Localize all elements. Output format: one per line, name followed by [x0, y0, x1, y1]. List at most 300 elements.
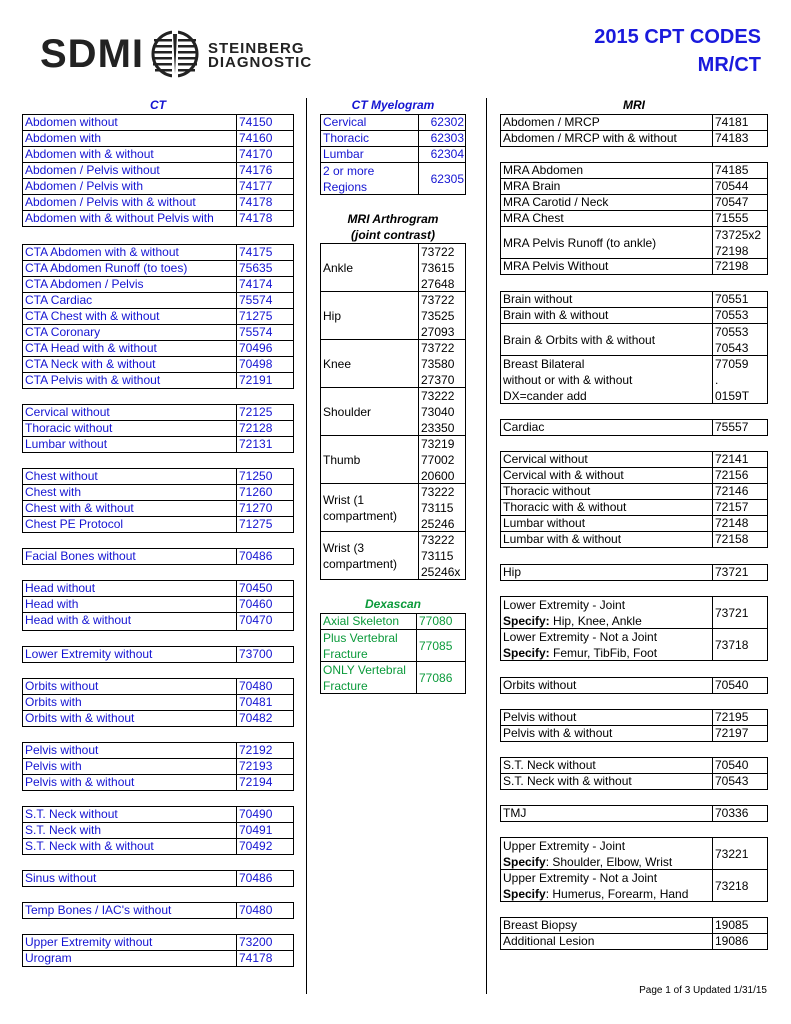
mri-row: [500, 307, 768, 324]
mri-row: [500, 869, 768, 902]
specify-label: Specify:: [503, 614, 550, 628]
row-label: [321, 662, 416, 693]
cell-line: 70543: [715, 341, 749, 355]
row-code: 70481: [236, 695, 295, 710]
arthrogram-code: 73722: [421, 245, 455, 259]
row-label: Thoracic without: [25, 421, 113, 435]
mri-row: [500, 757, 768, 774]
row-code: 72146: [712, 484, 769, 499]
row-code: 70482: [236, 711, 295, 726]
ct-row: [22, 194, 294, 211]
cell-line: Upper Extremity - Joint: [503, 839, 626, 853]
row-code: 70486: [236, 871, 295, 886]
row-label: Axial Skeleton: [323, 614, 400, 628]
row-code: 71275: [236, 517, 295, 532]
mri-row: [500, 194, 768, 211]
mri-row: [500, 162, 768, 179]
row-label: Head without: [25, 581, 96, 595]
row-label: Chest PE Protocol: [25, 517, 124, 531]
ct-row: [22, 468, 294, 485]
row-code: 73221: [712, 838, 769, 869]
ct-row: [22, 678, 294, 695]
row-code: 70544: [712, 179, 769, 194]
arthrogram-row: [320, 243, 466, 292]
arthrogram-code: 73615: [421, 261, 455, 275]
row-label: Upper Extremity without: [25, 935, 153, 949]
row-code: 72194: [236, 775, 295, 790]
row-label: Facial Bones without: [25, 549, 136, 563]
cell-line: Lower Extremity - Not a Joint: [503, 630, 658, 644]
row-code: 75574: [236, 293, 295, 308]
ct-row: [22, 308, 294, 325]
mri-row: [500, 596, 768, 629]
myelogram-heading: CT Myelogram: [351, 98, 435, 112]
row-label: [321, 163, 418, 194]
ct-row: [22, 742, 294, 759]
arthrogram-code: 27093: [421, 325, 455, 339]
row-code: 75574: [236, 325, 295, 340]
row-code: 70450: [236, 581, 295, 596]
row-code: 70486: [236, 549, 295, 564]
ct-heading: CT: [150, 98, 166, 112]
cell-line: Specify: Humerus, Forearm, Hand: [503, 887, 689, 901]
ct-row: [22, 646, 294, 663]
ct-row: [22, 774, 294, 791]
row-label: Abdomen with & without: [25, 147, 154, 161]
specify-label: Specify: [503, 855, 546, 869]
arthrogram-code: 73722: [421, 293, 455, 307]
row-label: [501, 629, 712, 660]
row-code: 72141: [712, 452, 769, 467]
row-label: S.T. Neck with & without: [503, 774, 632, 788]
row-label: MRA Brain: [503, 179, 561, 193]
row-label: CTA Abdomen with & without: [25, 245, 179, 259]
row-code: 70470: [236, 613, 295, 630]
logo-text: SDMI: [40, 32, 144, 76]
row-code: [712, 227, 769, 258]
row-label: MRA Pelvis Without: [503, 259, 609, 273]
ct-row: [22, 822, 294, 839]
mri-row: [500, 178, 768, 195]
cell-line: 70553: [715, 325, 749, 339]
row-label: MRA Abdomen: [503, 163, 584, 177]
cell-line: Lower Extremity - Joint: [503, 598, 626, 612]
row-code: 74176: [236, 163, 295, 178]
cell-line: Regions: [323, 180, 368, 194]
arthrogram-codes: [418, 484, 467, 531]
row-label: Cervical without: [25, 405, 110, 419]
arthrogram-code: 73580: [421, 357, 455, 371]
row-label: CTA Neck with & without: [25, 357, 156, 371]
ct-row: [22, 710, 294, 727]
row-label: Lower Extremity without: [25, 647, 153, 661]
row-code: 72197: [712, 726, 769, 741]
ct-row: [22, 694, 294, 711]
row-label: Lumbar: [323, 147, 364, 161]
row-code: 74177: [236, 179, 295, 194]
arthrogram-code: 27370: [421, 373, 455, 387]
ct-row: [22, 596, 294, 613]
column-divider-right: [486, 98, 487, 994]
arthrogram-joint: Knee: [323, 356, 352, 371]
row-label: CTA Abdomen / Pelvis: [25, 277, 144, 291]
row-label: Orbits without: [503, 678, 577, 692]
row-label: Brain with & without: [503, 308, 609, 322]
row-label: Sinus without: [25, 871, 97, 885]
row-code: [712, 356, 769, 403]
mri-row: [500, 725, 768, 742]
logo-line-2: DIAGNOSTIC: [208, 54, 313, 71]
row-code: 62303: [418, 131, 467, 146]
mri-row: [500, 323, 768, 356]
logo-mark-icon: [150, 30, 200, 78]
row-label: Orbits with: [25, 695, 82, 709]
ct-row: [22, 340, 294, 357]
cell-line: 73725x2: [715, 228, 762, 242]
row-code: 71270: [236, 501, 295, 516]
row-label: MRA Carotid / Neck: [503, 195, 609, 209]
mri-row: [500, 419, 768, 436]
arthrogram-joint: Shoulder: [323, 404, 372, 419]
arthrogram-row: [320, 435, 466, 484]
arthrogram-code: 73219: [421, 437, 455, 451]
ct-row: [22, 950, 294, 967]
row-label: CTA Chest with & without: [25, 309, 160, 323]
row-code: 19086: [712, 934, 769, 949]
row-code: 73718: [712, 629, 769, 660]
row-code: 73721: [712, 597, 769, 628]
ct-row: [22, 806, 294, 823]
mri-row: [500, 531, 768, 548]
ct-row: [22, 484, 294, 501]
row-label: [501, 597, 712, 628]
row-code: 70543: [712, 774, 769, 789]
row-label: Abdomen / Pelvis with & without: [25, 195, 196, 209]
cell-line: 77059: [715, 357, 749, 371]
mri-row: [500, 291, 768, 308]
row-code: 73218: [712, 870, 769, 901]
row-code: 72131: [236, 437, 295, 452]
row-label: CTA Coronary: [25, 325, 101, 339]
row-label: S.T. Neck with: [25, 823, 102, 837]
arthrogram-code: 25246: [421, 517, 455, 531]
ct-row: [22, 500, 294, 517]
mri-row: [500, 805, 768, 822]
arthrogram-subheading: (joint contrast): [351, 228, 435, 242]
row-label: Thoracic with & without: [503, 500, 627, 514]
row-code: [712, 324, 769, 355]
row-code: 77086: [416, 662, 467, 693]
arthrogram-joint: Ankle: [323, 260, 354, 275]
row-code: 74150: [236, 115, 295, 130]
cell-line: Plus Vertebral: [323, 631, 398, 645]
mri-row: [500, 130, 768, 147]
row-label: Cardiac: [503, 420, 545, 434]
arthrogram-code: 73222: [421, 485, 455, 499]
ct-row: [22, 612, 294, 631]
row-code: 74178: [236, 951, 295, 966]
ct-row: [22, 130, 294, 147]
ct-row: [22, 210, 294, 227]
ct-row: [22, 178, 294, 195]
row-code: 74178: [236, 195, 295, 210]
mri-row: [500, 226, 768, 259]
row-label: CTA Head with & without: [25, 341, 157, 355]
row-label: Abdomen with: [25, 131, 102, 145]
row-label: Pelvis without: [503, 710, 577, 724]
row-label: Pelvis without: [25, 743, 99, 757]
arthrogram-code: 73222: [421, 389, 455, 403]
row-label: Abdomen / Pelvis without: [25, 163, 160, 177]
myelogram-row: [320, 114, 466, 131]
arthrogram-row: [320, 531, 466, 580]
mri-row: [500, 837, 768, 870]
row-label: Urogram: [25, 951, 72, 965]
row-code: 75557: [712, 420, 769, 435]
cell-line: 72198: [715, 244, 749, 258]
mri-row: [500, 210, 768, 227]
row-code: 71260: [236, 485, 295, 500]
logo-subtitle: [208, 42, 312, 70]
row-label: Chest with: [25, 485, 82, 499]
row-label: Pelvis with & without: [25, 775, 135, 789]
arthrogram-codes: [418, 436, 467, 483]
ct-row: [22, 292, 294, 309]
arthrogram-codes: [418, 244, 467, 291]
footer-page-info: Page 1 of 3 Updated 1/31/15: [639, 985, 767, 996]
row-label: Abdomen / Pelvis with: [25, 179, 144, 193]
row-code: 71275: [236, 309, 295, 324]
cell-line: Breast Bilateral: [503, 357, 585, 371]
mri-heading: MRI: [623, 98, 645, 112]
ct-row: [22, 356, 294, 373]
dexascan-heading: Dexascan: [364, 597, 422, 611]
myelogram-row: [320, 146, 466, 163]
row-label: Temp Bones / IAC's without: [25, 903, 172, 917]
row-label: Breast Biopsy: [503, 918, 578, 932]
row-label: [321, 630, 416, 661]
row-label: Lumbar with & without: [503, 532, 622, 546]
row-code: 74160: [236, 131, 295, 146]
cell-line: Fracture: [323, 679, 368, 693]
cell-line: 0159T: [715, 389, 750, 403]
row-label: S.T. Neck without: [503, 758, 596, 772]
cell-line: 2 or more: [323, 164, 375, 178]
cell-line: ONLY Vertebral: [323, 663, 406, 677]
mri-row: [500, 483, 768, 500]
row-label: Cervical with & without: [503, 468, 624, 482]
row-label: CTA Pelvis with & without: [25, 373, 161, 387]
row-label: MRA Chest: [503, 211, 564, 225]
ct-row: [22, 146, 294, 163]
arthrogram-code: 73115: [421, 549, 454, 563]
row-code: 73721: [712, 565, 769, 580]
row-label: Orbits with & without: [25, 711, 135, 725]
row-code: 70498: [236, 357, 295, 372]
row-code: 72191: [236, 373, 295, 388]
row-label: Chest without: [25, 469, 98, 483]
row-code: 75635: [236, 261, 295, 276]
row-label: Orbits without: [25, 679, 99, 693]
row-label: [501, 870, 712, 901]
row-label: [501, 838, 712, 869]
arthrogram-codes: [418, 532, 467, 579]
mri-row: [500, 467, 768, 484]
arthrogram-row: [320, 339, 466, 388]
ct-row: [22, 516, 294, 533]
mri-row: [500, 933, 768, 950]
row-code: 70551: [712, 292, 769, 307]
specify-label: Specify:: [503, 646, 550, 660]
arthrogram-codes: [418, 292, 467, 339]
arthrogram-joint: Hip: [323, 308, 342, 323]
ct-row: [22, 436, 294, 453]
row-label: Additional Lesion: [503, 934, 595, 948]
arthrogram-code: 20600: [421, 469, 455, 483]
row-code: 70491: [236, 823, 295, 838]
arthrogram-code: 77002: [421, 453, 455, 467]
dexascan-row: [320, 613, 466, 630]
arthrogram-row: [320, 291, 466, 340]
row-code: 72156: [712, 468, 769, 483]
arthrogram-code: 23350: [421, 421, 455, 435]
row-code: 74174: [236, 277, 295, 292]
row-code: 70336: [712, 806, 769, 821]
arthrogram-heading: MRI Arthrogram: [347, 212, 439, 226]
mri-row: [500, 677, 768, 694]
mri-row: [500, 628, 768, 661]
row-code: 74183: [712, 131, 769, 146]
row-label: Abdomen / MRCP: [503, 115, 600, 129]
ct-row: [22, 420, 294, 437]
arthrogram-code: 25246x: [421, 565, 461, 579]
arthrogram-row: [320, 483, 466, 532]
row-label: Head with: [25, 597, 79, 611]
mri-row: [500, 515, 768, 532]
row-code: 70490: [236, 807, 295, 822]
ct-row: [22, 934, 294, 951]
arthrogram-row: [320, 387, 466, 436]
row-label: Abdomen without: [25, 115, 118, 129]
row-label: CTA Cardiac: [25, 293, 93, 307]
ct-row: [22, 404, 294, 421]
ct-row: [22, 276, 294, 293]
mri-row: [500, 917, 768, 934]
ct-row: [22, 244, 294, 261]
page-subtitle: MR/CT: [697, 54, 761, 76]
row-code: 74185: [712, 163, 769, 178]
row-label: TMJ: [503, 806, 527, 820]
page-title: 2015 CPT CODES: [594, 26, 761, 48]
row-code: 70540: [712, 678, 769, 693]
ct-row: [22, 114, 294, 131]
arthrogram-code: 73040: [421, 405, 455, 419]
row-code: 72125: [236, 405, 295, 420]
row-code: 70496: [236, 341, 295, 356]
ct-row: [22, 548, 294, 565]
mri-row: [500, 564, 768, 581]
row-code: 71250: [236, 469, 295, 484]
row-label: Cervical without: [503, 452, 588, 466]
cell-line: Specify: Femur, TibFib, Foot: [503, 646, 658, 660]
arthrogram-codes: [418, 340, 467, 387]
ct-row: [22, 162, 294, 179]
row-label: Pelvis with & without: [503, 726, 613, 740]
cell-line: DX=cander add: [503, 389, 587, 403]
ct-row: [22, 838, 294, 855]
mri-row: [500, 499, 768, 516]
mri-row: [500, 773, 768, 790]
row-code: 62304: [418, 147, 467, 162]
mri-row: [500, 709, 768, 726]
myelogram-row: [320, 162, 466, 195]
row-label: Lumbar without: [503, 516, 586, 530]
ct-row: [22, 902, 294, 919]
row-code: 77085: [416, 630, 467, 661]
row-code: 70492: [236, 839, 295, 854]
row-code: 72195: [712, 710, 769, 725]
mri-row: [500, 355, 768, 404]
row-label: Hip: [503, 565, 522, 579]
row-code: 74181: [712, 115, 769, 130]
arthrogram-code: 73722: [421, 341, 455, 355]
specify-label: Specify: [503, 887, 546, 901]
cell-line: Upper Extremity - Not a Joint: [503, 871, 658, 885]
row-label: [501, 356, 712, 403]
row-label: Abdomen with & without Pelvis with: [25, 211, 214, 225]
row-label: Pelvis with: [25, 759, 82, 773]
ct-row: [22, 324, 294, 341]
arthrogram-code: 73525: [421, 309, 455, 323]
row-code: 77080: [416, 614, 467, 629]
row-code: 72193: [236, 759, 295, 774]
row-label: Abdomen / MRCP with & without: [503, 131, 677, 145]
row-code: 70480: [236, 679, 295, 694]
row-code: 72198: [712, 259, 769, 274]
arthrogram-joint: Wrist (1 compartment): [323, 492, 398, 523]
row-code: 70460: [236, 597, 295, 612]
row-code: 70547: [712, 195, 769, 210]
row-code: 70553: [712, 308, 769, 323]
row-label: Brain without: [503, 292, 573, 306]
row-label: Chest with & without: [25, 501, 134, 515]
row-label: Thoracic without: [503, 484, 591, 498]
row-code: 73200: [236, 935, 295, 950]
arthrogram-code: 73115: [421, 501, 454, 515]
row-code: 72157: [712, 500, 769, 515]
cell-line: Fracture: [323, 647, 368, 661]
mri-row: [500, 114, 768, 131]
row-code: 72148: [712, 516, 769, 531]
row-code: 19085: [712, 918, 769, 933]
row-code: 74170: [236, 147, 295, 162]
row-code: 74178: [236, 211, 295, 226]
ct-row: [22, 580, 294, 597]
arthrogram-codes: [418, 388, 467, 435]
arthrogram-code: 27648: [421, 277, 455, 291]
row-code: 70480: [236, 903, 295, 918]
ct-row: [22, 758, 294, 775]
dexascan-row: [320, 661, 466, 694]
row-label: Brain & Orbits with & without: [503, 333, 656, 347]
row-code: 72158: [712, 532, 769, 547]
row-code: 72192: [236, 743, 295, 758]
mri-row: [500, 258, 768, 275]
ct-row: [22, 870, 294, 887]
row-label: Head with & without: [25, 613, 132, 627]
arthrogram-joint: Wrist (3 compartment): [323, 540, 398, 571]
row-code: 62305: [418, 163, 467, 194]
